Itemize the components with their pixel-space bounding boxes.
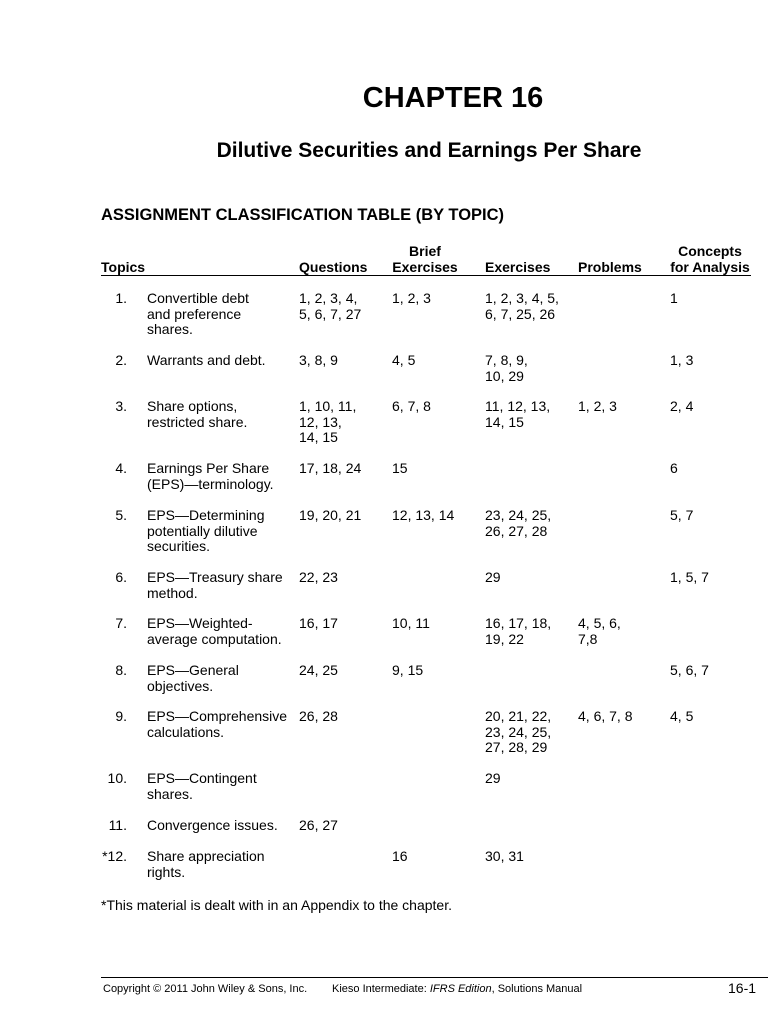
row-exercises: 7, 8, 9, 10, 29 xyxy=(485,352,528,384)
header-concepts: Concepts for Analysis xyxy=(670,243,750,275)
footer-book-suffix: , Solutions Manual xyxy=(491,983,583,995)
row-brief-exercises: 15 xyxy=(392,460,408,476)
header-topics: Topics xyxy=(101,259,146,275)
footer-book-title xyxy=(332,983,582,995)
row-topic: EPS—Treasury share method. xyxy=(147,569,283,601)
footer-book-edition: IFRS Edition xyxy=(429,983,492,995)
row-exercises: 23, 24, 25, 26, 27, 28 xyxy=(485,507,552,539)
row-brief-exercises: 4, 5 xyxy=(392,352,416,368)
row-concepts: 1, 5, 7 xyxy=(670,569,709,585)
row-number: 8. xyxy=(115,662,127,678)
row-concepts: 5, 6, 7 xyxy=(670,662,709,678)
row-questions: 17, 18, 24 xyxy=(299,460,362,476)
row-concepts: 6 xyxy=(670,460,678,476)
row-questions: 26, 28 xyxy=(299,708,338,724)
row-topic: Convergence issues. xyxy=(147,817,278,833)
row-exercises: 1, 2, 3, 4, 5, 6, 7, 25, 26 xyxy=(485,290,559,322)
row-number: 11. xyxy=(108,817,127,833)
row-problems: 1, 2, 3 xyxy=(578,398,617,414)
row-topic: EPS—Comprehensive calculations. xyxy=(147,708,288,740)
row-topic: EPS—Determining potentially dilutive securities. xyxy=(147,507,265,554)
chapter-title: CHAPTER 16 xyxy=(362,82,544,114)
row-number: 10. xyxy=(107,770,127,786)
row-brief-exercises: 10, 11 xyxy=(392,615,430,631)
row-questions: 3, 8, 9 xyxy=(299,352,338,368)
row-questions: 16, 17 xyxy=(299,615,338,631)
row-topic: Share appreciation rights. xyxy=(147,848,265,880)
row-exercises: 16, 17, 18, 19, 22 xyxy=(485,615,552,647)
row-questions: 1, 10, 11, 12, 13, 14, 15 xyxy=(299,398,357,445)
header-brief-exercises: Brief Exercises xyxy=(392,243,458,275)
row-topic: Earnings Per Share (EPS)—terminology. xyxy=(147,460,274,492)
footer-rule xyxy=(101,977,768,978)
row-number: 3. xyxy=(115,398,127,414)
row-topic: EPS—General objectives. xyxy=(147,662,239,694)
row-brief-exercises: 9, 15 xyxy=(392,662,424,678)
page-number: 16-1 xyxy=(728,980,757,996)
row-concepts: 2, 4 xyxy=(670,398,694,414)
row-topic: Share options, restricted share. xyxy=(147,398,248,430)
row-exercises: 11, 12, 13, 14, 15 xyxy=(485,398,551,430)
row-topic: Convertible debt and preference shares. xyxy=(147,290,249,337)
row-topic: EPS—Weighted- average computation. xyxy=(147,615,282,647)
row-concepts: 4, 5 xyxy=(670,708,694,724)
footnote: *This material is dealt with in an Appendix to the chapter. xyxy=(101,897,452,913)
row-questions: 1, 2, 3, 4, 5, 6, 7, 27 xyxy=(299,290,362,322)
row-number: 1. xyxy=(115,290,127,306)
row-number: 2. xyxy=(115,352,127,368)
footer-copyright: Copyright © 2011 John Wiley & Sons, Inc. xyxy=(103,983,308,995)
row-number: 6. xyxy=(115,569,127,585)
row-number: 5. xyxy=(115,507,127,523)
row-topic: Warrants and debt. xyxy=(147,352,266,368)
row-number: 4. xyxy=(115,460,127,476)
footer-book-prefix: Kieso Intermediate: xyxy=(332,983,430,995)
header-exercises: Exercises xyxy=(485,259,551,275)
row-questions: 24, 25 xyxy=(299,662,338,678)
header-problems: Problems xyxy=(578,259,642,275)
header-questions: Questions xyxy=(299,259,368,275)
row-problems: 4, 6, 7, 8 xyxy=(578,708,633,724)
section-title: ASSIGNMENT CLASSIFICATION TABLE (BY TOPIC) xyxy=(101,206,505,224)
header-rule xyxy=(101,275,751,276)
row-problems: 4, 5, 6, 7,8 xyxy=(578,615,621,647)
row-concepts: 5, 7 xyxy=(670,507,694,523)
row-brief-exercises: 6, 7, 8 xyxy=(392,398,431,414)
row-concepts: 1, 3 xyxy=(670,352,694,368)
row-topic: EPS—Contingent shares. xyxy=(147,770,257,802)
row-questions: 26, 27 xyxy=(299,817,338,833)
row-exercises: 30, 31 xyxy=(485,848,524,864)
row-exercises: 29 xyxy=(485,770,501,786)
row-brief-exercises: 12, 13, 14 xyxy=(392,507,455,523)
row-brief-exercises: 16 xyxy=(392,848,408,864)
row-questions: 19, 20, 21 xyxy=(299,507,362,523)
row-number: 7. xyxy=(115,615,127,631)
row-number: *12. xyxy=(102,848,127,864)
row-questions: 22, 23 xyxy=(299,569,338,585)
row-brief-exercises: 1, 2, 3 xyxy=(392,290,431,306)
row-exercises: 20, 21, 22, 23, 24, 25, 27, 28, 29 xyxy=(485,708,552,755)
chapter-subtitle: Dilutive Securities and Earnings Per Share xyxy=(216,139,642,162)
row-exercises: 29 xyxy=(485,569,501,585)
row-number: 9. xyxy=(115,708,127,724)
row-concepts: 1 xyxy=(670,290,678,306)
